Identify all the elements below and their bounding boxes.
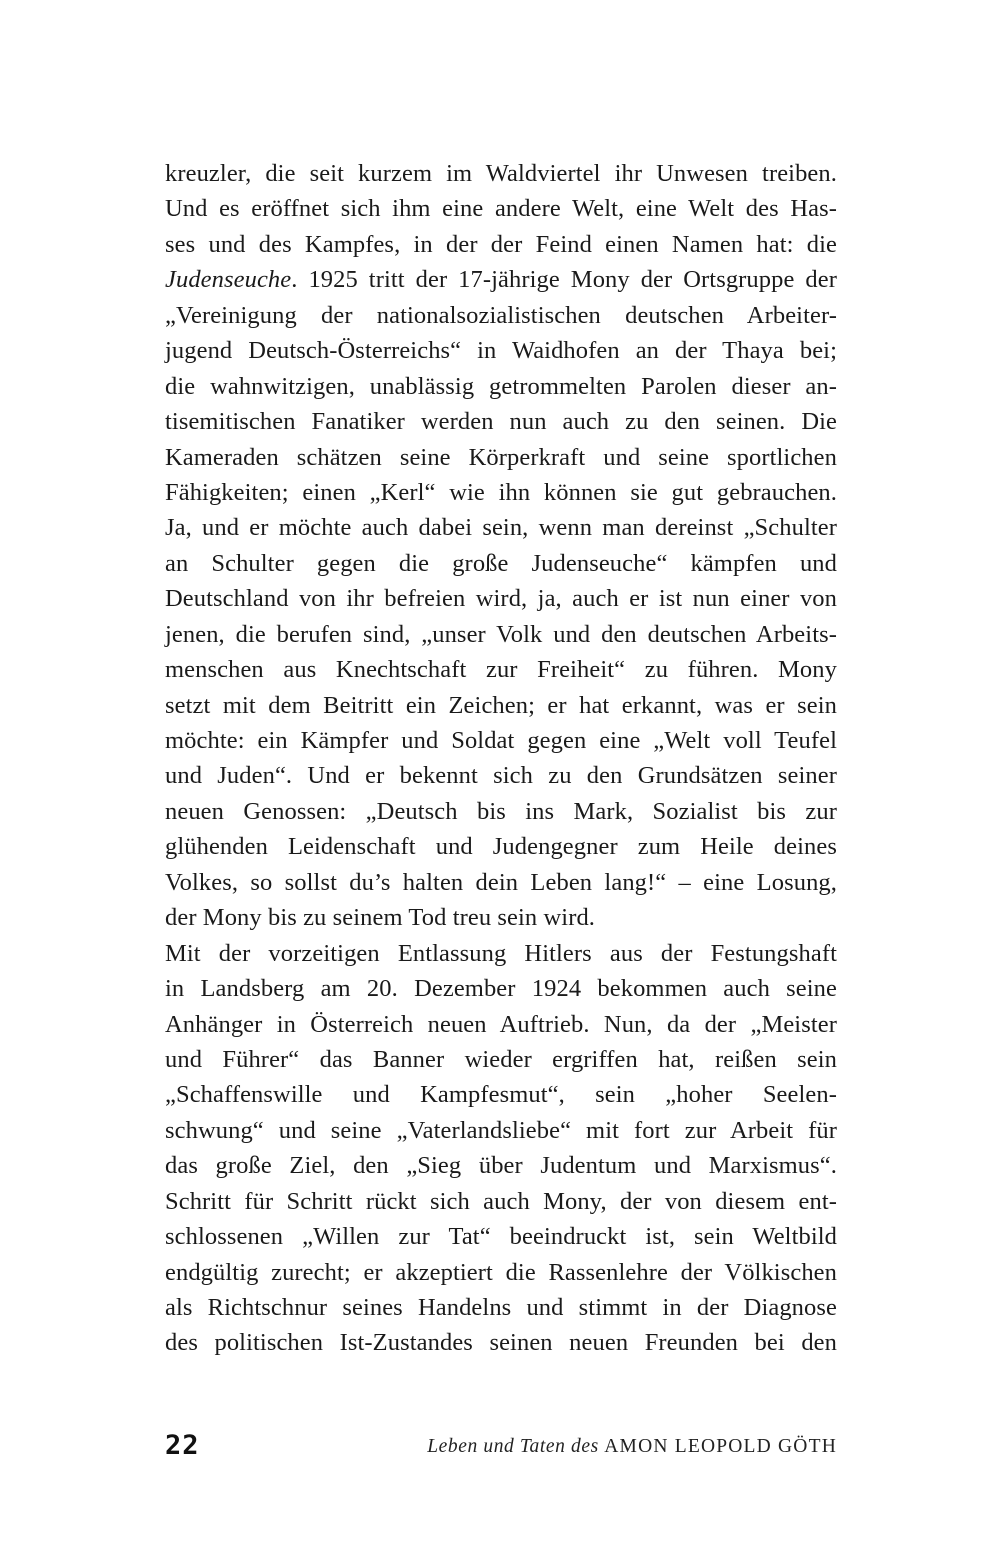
text-line: der Mony bis zu seinem Tod treu sein wird.	[165, 904, 596, 932]
text-line: glühenden Leidenschaft und Judengegner zum Heile deines	[165, 833, 837, 861]
text-line: „Vereinigung der nationalsozialistischen deutschen Arbeiter-	[165, 301, 837, 329]
text-line: Anhänger in Österreich neuen Auftrieb. Nun, da der „Meister	[165, 1010, 837, 1038]
text-line: und Juden“. Und er bekennt sich zu den Grundsätzen seiner	[165, 762, 837, 790]
running-head-name: AMON LEOPOLD GÖTH	[604, 1436, 837, 1457]
text-line: Fähigkeiten; einen „Kerl“ wie ihn können sie gut gebrauchen.	[165, 478, 837, 506]
text-line: ses und des Kampfes, in der der Feind einen Namen hat: die	[165, 230, 837, 258]
text-line: „Schaffenswille und Kampfesmut“, sein „hoher Seelen-	[165, 1081, 837, 1109]
text-line: des politischen Ist-Zustandes seinen neuen Freunden bei den	[165, 1329, 837, 1357]
text-segment: . 1925 tritt der 17-jährige Mony der Ortsgruppe der	[291, 266, 837, 294]
text-line: schlossenen „Willen zur Tat“ beeindruckt ist, sein Weltbild	[165, 1223, 837, 1251]
text-line: möchte: ein Kämpfer und Soldat gegen eine „Welt voll Teufel	[165, 727, 837, 754]
text-line: jugend Deutsch-Österreichs“ in Waidhofen an der Thaya bei;	[165, 337, 837, 365]
running-head-lead: Leben und Taten des	[427, 1436, 599, 1457]
text-line: Volkes, so sollst du’s halten dein Leben lang!“ – eine Losung,	[165, 868, 837, 896]
body-text	[165, 156, 837, 1361]
page-number: 22	[165, 1430, 200, 1461]
text-line: das große Ziel, den „Sieg über Judentum und Marxismus“.	[165, 1152, 837, 1180]
text-line: und Führer“ das Banner wieder ergriffen hat, reißen sein	[165, 1045, 837, 1073]
emphasized-term: Judenseuche	[165, 266, 292, 294]
text-line: Kameraden schätzen seine Körperkraft und seine sportlichen	[165, 443, 837, 471]
text-line: an Schulter gegen die große Judenseuche“ kämpfen und	[165, 549, 837, 577]
text-line: Und es eröffnet sich ihm eine andere Welt, eine Welt des Has-	[165, 195, 837, 223]
text-line: schwung“ und seine „Vaterlandsliebe“ mit fort zur Arbeit für	[165, 1116, 837, 1144]
running-head	[427, 1432, 837, 1462]
text-line: Mit der vorzeitigen Entlassung Hitlers aus der Festungshaft	[165, 939, 837, 967]
text-line: setzt mit dem Beitritt ein Zeichen; er hat erkannt, was er sein	[165, 691, 837, 719]
text-line: neuen Genossen: „Deutsch bis ins Mark, Sozialist bis zur	[165, 797, 837, 825]
text-line: Schritt für Schritt rückt sich auch Mony, der von diesem ent-	[165, 1187, 837, 1215]
text-line: Deutschland von ihr befreien wird, ja, auch er ist nun einer von	[165, 585, 837, 613]
text-line: tisemitischen Fanatiker werden nun auch zu den seinen. Die	[165, 408, 837, 436]
text-line	[165, 262, 837, 297]
text-line: menschen aus Knechtschaft zur Freiheit“ zu führen. Mony	[165, 656, 837, 684]
text-line: in Landsberg am 20. Dezember 1924 bekommen auch seine	[165, 975, 837, 1003]
text-line: die wahnwitzigen, unablässig getrommelten Parolen dieser an-	[165, 372, 837, 400]
text-line: kreuzler, die seit kurzem im Waldviertel ihr Unwesen treiben.	[165, 160, 837, 187]
page-footer	[165, 1428, 837, 1468]
text-line: Ja, und er möchte auch dabei sein, wenn man dereinst „Schulter	[165, 514, 837, 542]
text-line: als Richtschnur seines Handelns und stimmt in der Diagnose	[165, 1294, 837, 1321]
text-line: endgültig zurecht; er akzeptiert die Rassenlehre der Völkischen	[165, 1258, 837, 1286]
text-line: jenen, die berufen sind, „unser Volk und den deutschen Arbeits-	[165, 620, 837, 648]
